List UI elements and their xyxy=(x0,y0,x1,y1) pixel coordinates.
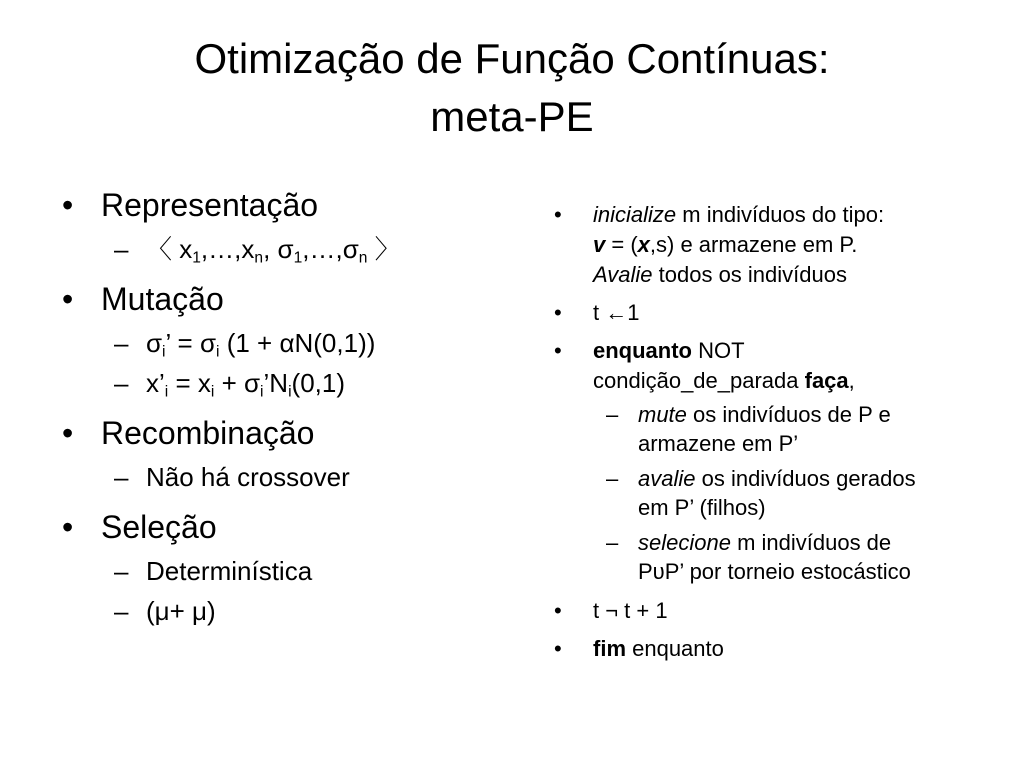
expr-subscript: i xyxy=(210,383,215,401)
expr-subscript: i xyxy=(164,383,169,401)
step-initialize xyxy=(552,200,992,290)
step-line xyxy=(593,260,992,290)
expr-subscript: n xyxy=(254,249,264,267)
keyword-italic: mute xyxy=(638,402,687,427)
left-column xyxy=(60,182,500,638)
step-text: os indivíduos de P e xyxy=(686,402,891,427)
keyword-italic: avalie xyxy=(638,466,696,491)
expr-part: = x xyxy=(168,368,211,398)
step-text: m indivíduos de xyxy=(730,530,892,555)
bullet-icon: • xyxy=(62,415,74,451)
dash-icon: – xyxy=(606,466,619,491)
expr-part: x’ xyxy=(146,368,165,398)
sub-bullet-sigma-update xyxy=(60,324,500,362)
step-line: em P’ (filhos) xyxy=(638,495,766,520)
sub-bullet-no-crossover xyxy=(60,458,500,496)
expr-part: + σ xyxy=(214,368,261,398)
expr-subscript: n xyxy=(358,249,368,267)
vector-symbol: x xyxy=(637,232,650,257)
expr-subscript: i xyxy=(162,343,166,361)
expr-part: ,…,σ xyxy=(302,234,359,264)
dash-icon: – xyxy=(114,462,129,492)
title-line-1: Otimização de Função Contínuas: xyxy=(194,35,830,82)
expr-part: 〉 xyxy=(367,234,401,264)
expr-part: ’N xyxy=(263,368,289,398)
bullet-icon: • xyxy=(62,281,74,317)
expr-part: 〈 x xyxy=(146,234,193,264)
bullet-recombinacao xyxy=(60,410,500,456)
dash-icon: – xyxy=(114,596,129,626)
step-text: m indivíduos do tipo: xyxy=(676,202,885,227)
slide-title xyxy=(60,30,964,146)
vector-symbol: v xyxy=(593,232,606,257)
step-line xyxy=(593,230,992,260)
step-line xyxy=(593,636,724,661)
dash-icon: – xyxy=(114,234,129,264)
keyword-italic: Avalie xyxy=(593,262,653,287)
bullet-selecao xyxy=(60,504,500,550)
bullet-mutacao xyxy=(60,276,500,322)
step-text: , xyxy=(848,368,855,393)
step-line xyxy=(593,336,992,366)
sub-bullet-mu-plus-mu xyxy=(60,592,500,630)
bullet-icon: • xyxy=(62,509,74,545)
keyword-italic: selecione xyxy=(638,530,731,555)
substep-avalie xyxy=(552,464,992,522)
expr-part: (1 + αN(0,1)) xyxy=(219,328,376,358)
step-text: os indivíduos gerados xyxy=(695,466,916,491)
step-line xyxy=(638,528,992,557)
bullet-label: Recombinação xyxy=(101,415,315,451)
keyword-bold: enquanto xyxy=(593,338,692,363)
substep-mute xyxy=(552,400,992,458)
bullet-icon: • xyxy=(554,338,562,363)
expr-subscript: i xyxy=(260,383,264,401)
bullet-icon: • xyxy=(554,300,562,325)
expr-subscript: i xyxy=(216,343,220,361)
expr-subscript: 1 xyxy=(192,249,201,267)
bullet-label: Mutação xyxy=(101,281,224,317)
expr-part: , σ xyxy=(263,234,294,264)
step-line xyxy=(593,366,992,396)
dash-icon: – xyxy=(114,368,129,398)
sub-bullet-x-update xyxy=(60,364,500,402)
step-increment xyxy=(552,596,992,626)
bullet-label: Seleção xyxy=(101,509,217,545)
expr-subscript: 1 xyxy=(293,249,303,267)
bullet-representacao xyxy=(60,182,500,228)
step-line xyxy=(638,400,992,429)
sub-bullet-text: (μ+ μ) xyxy=(146,596,216,626)
x-formula xyxy=(146,368,346,401)
step-t-init xyxy=(552,298,992,328)
vector-expression xyxy=(146,234,401,267)
expr-part: (0,1) xyxy=(291,368,346,398)
step-line xyxy=(593,200,992,230)
sub-bullet-representation-vector xyxy=(60,230,500,268)
expr-part: ,…,x xyxy=(200,234,255,264)
dash-icon: – xyxy=(606,530,619,555)
step-text: = ( xyxy=(605,232,638,257)
sub-bullet-deterministic xyxy=(60,552,500,590)
right-column-algorithm xyxy=(552,200,992,672)
dash-icon: – xyxy=(114,556,129,586)
step-text: t ←1 xyxy=(593,300,640,325)
expr-part: ’ = σ xyxy=(165,328,217,358)
step-text: enquanto xyxy=(626,636,724,661)
keyword-italic: inicialize xyxy=(593,202,677,227)
dash-icon: – xyxy=(606,402,619,427)
bullet-icon: • xyxy=(554,598,562,623)
sub-bullet-text: Determinística xyxy=(146,556,313,586)
step-line: PυP’ por torneio estocástico xyxy=(638,559,911,584)
expr-part: σ xyxy=(146,328,163,358)
bullet-icon: • xyxy=(62,187,74,223)
title-line-2: meta-PE xyxy=(430,93,594,140)
dash-icon: – xyxy=(114,328,129,358)
bullet-icon: • xyxy=(554,636,562,661)
step-text: NOT xyxy=(692,338,745,363)
sub-bullet-text: Não há crossover xyxy=(146,462,350,492)
sigma-formula xyxy=(146,328,376,361)
keyword-bold: faça xyxy=(804,368,849,393)
expr-subscript: i xyxy=(288,383,292,401)
step-text: todos os indivíduos xyxy=(652,262,847,287)
step-line: armazene em P’ xyxy=(638,431,799,456)
bullet-label: Representação xyxy=(101,187,319,223)
step-text: condição_de_parada xyxy=(593,368,805,393)
step-line xyxy=(638,464,992,493)
keyword-bold: fim xyxy=(593,636,626,661)
step-while xyxy=(552,336,992,396)
step-text: t ¬ t + 1 xyxy=(593,598,668,623)
substep-selecione xyxy=(552,528,992,586)
step-end-while xyxy=(552,634,992,664)
bullet-icon: • xyxy=(554,202,562,227)
step-text: ,s) e armazene em P. xyxy=(649,232,858,257)
